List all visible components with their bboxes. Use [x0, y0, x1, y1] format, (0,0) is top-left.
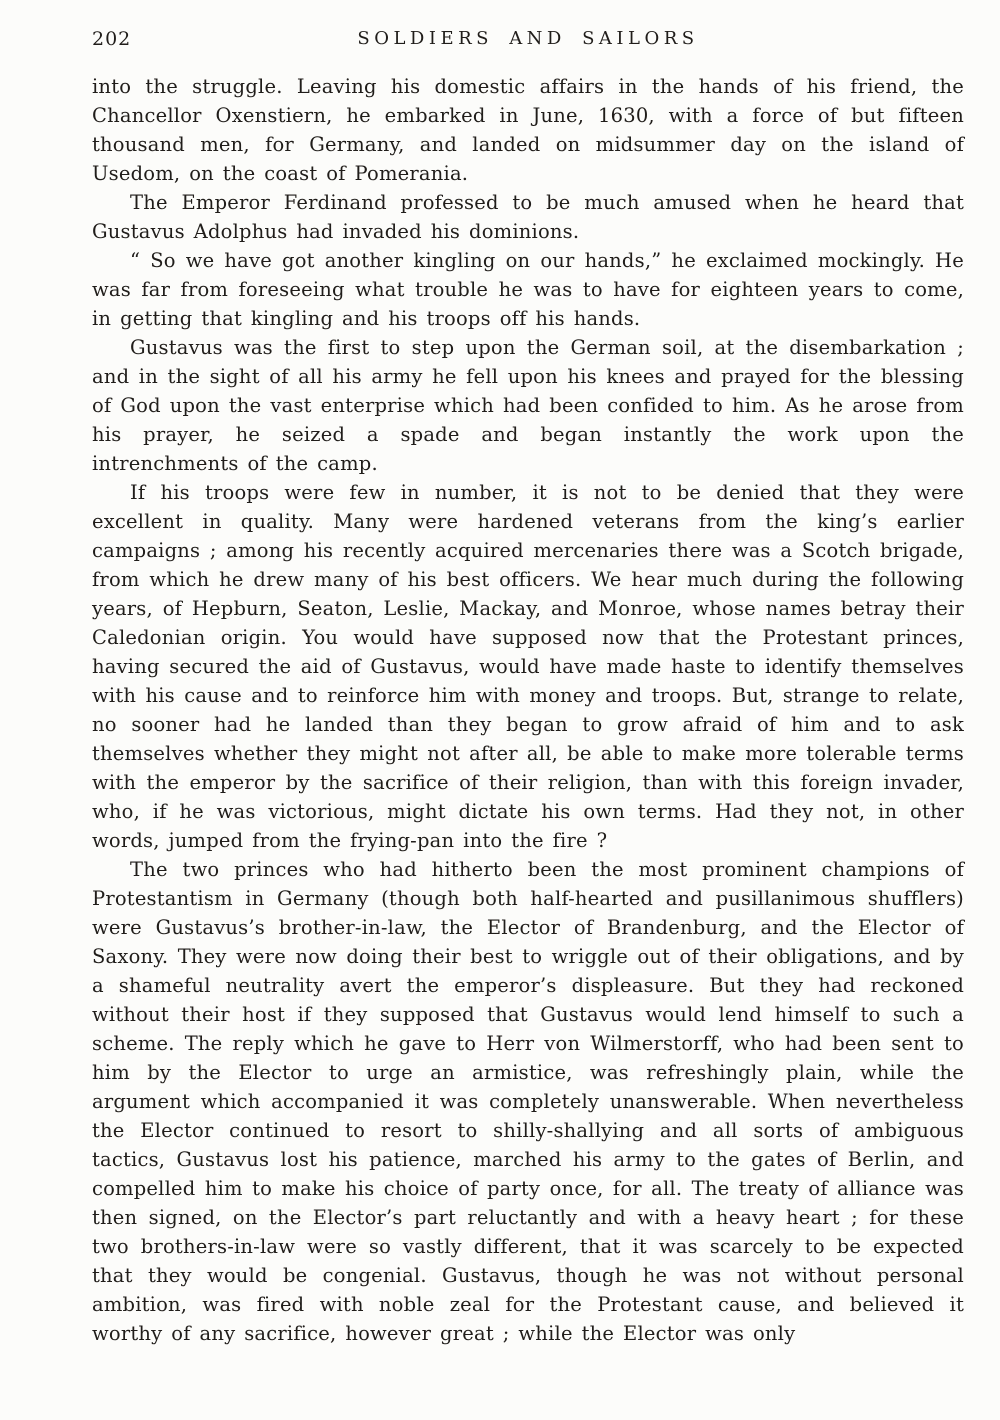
paragraph: “ So we have got another kingling on our hands,” he exclaimed mockingly. He was far from foreseeing what trouble he was to have for eighteen years to come, in getting that kingling and his troops off his hands.	[92, 249, 964, 330]
page-header	[92, 28, 964, 54]
paragraph: If his troops were few in number, it is not to be denied that they were excellent in quality. Many were hardened veterans from the king’s earlier campaigns ; among his recently acquired mercenaries there was a Scotch brigade, from which he drew many of his best officers. We hear much during the following years, of Hepburn, Seaton, Leslie, Mackay, and Monroe, whose names betray their Caledonian origin. You would have supposed now that the Protestant princes, having secured the aid of Gustavus, would have made haste to identify themselves with his cause and to reinforce him with money and troops. But, strange to relate, no sooner had he landed than they began to grow afraid of him and to ask themselves whether they might not after all, be able to make more tolerable terms with the emperor by the sacrifice of their religion, than with this foreign invader, who, if he was victorious, might dictate his own terms. Had they not, in other words, jumped from the frying-pan into the fire ?	[92, 481, 964, 852]
paragraph: The Emperor Ferdinand professed to be much amused when he heard that Gustavus Adolphus had invaded his dominions.	[92, 191, 964, 243]
running-title: SOLDIERS AND SAILORS	[357, 28, 699, 49]
page-number: 202	[92, 28, 132, 50]
paragraph: The two princes who had hitherto been the most prominent champions of Protestantism in Germany (though both half-hearted and pusillanimous shufflers) were Gustavus’s brother-in-law, the Elector of Brandenburg, and the Elector of Saxony. They were now doing their best to wriggle out of their obligations, and by a shameful neutrality avert the emperor’s displeasure. But they had reckoned without their host if they supposed that Gustavus would lend himself to such a scheme. The reply which he gave to Herr von Wilmerstorff, who had been sent to him by the Elector to urge an armistice, was refreshingly plain, while the argument which accompanied it was completely unanswerable. When nevertheless the Elector continued to resort to shilly-shallying and all sorts of ambiguous tactics, Gustavus lost his patience, marched his army to the gates of Berlin, and compelled him to make his choice of party once, for all. The treaty of alliance was then signed, on the Elector’s part reluctantly and with a heavy heart ; for these two brothers-in-law were so vastly different, that it was scarcely to be expected that they would be congenial. Gustavus, though he was not without personal ambition, was fired with noble zeal for the Protestant cause, and believed it worthy of any sacrifice, however great ; while the Elector was only	[92, 858, 964, 1345]
paragraph: Gustavus was the first to step upon the German soil, at the disembarkation ; and in the sight of all his army he fell upon his knees and prayed for the blessing of God upon the vast enterprise which had been confided to him. As he arose from his prayer, he seized a spade and began instantly the work upon the intrenchments of the camp.	[92, 336, 964, 475]
paragraph: into the struggle. Leaving his domestic affairs in the hands of his friend, the Chancellor Oxenstiern, he embarked in June, 1630, with a force of but fifteen thousand men, for Germany, and landed on midsummer day on the island of Usedom, on the coast of Pomerania.	[92, 75, 964, 185]
page-body	[92, 72, 964, 1348]
